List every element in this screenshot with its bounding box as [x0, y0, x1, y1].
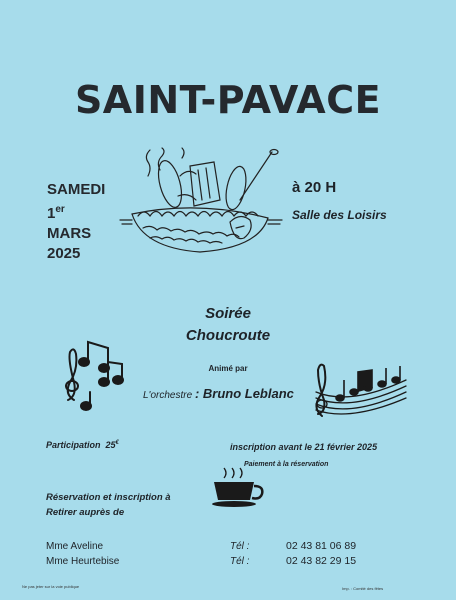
- choucroute-pot-illustration: [118, 148, 288, 263]
- contact-tel-label-2: Tél :: [230, 556, 250, 567]
- contact-phone-1: 02 43 81 06 89: [286, 540, 357, 552]
- event-time: à 20 H: [292, 179, 337, 196]
- date-year: 2025: [47, 245, 81, 262]
- contact-names: [46, 539, 119, 569]
- currency-symbol: €: [115, 440, 119, 446]
- music-staff-icon: [310, 358, 410, 420]
- orchestra-line: [143, 386, 294, 401]
- reservation-info: [46, 490, 171, 520]
- contact-tel-label-1: Tél :: [230, 541, 250, 552]
- payment-note: Paiement à la réservation: [244, 461, 329, 468]
- participation: [46, 440, 119, 450]
- contact-phones: [286, 539, 356, 569]
- contact-phone-2: 02 43 82 29 15: [286, 555, 357, 567]
- event-name-line2: Choucroute: [185, 327, 271, 344]
- event-date: [47, 180, 105, 264]
- coffee-cup-icon: [210, 466, 266, 508]
- date-day: SAMEDI: [47, 181, 106, 198]
- contact-name-1: Mme Aveline: [46, 541, 104, 552]
- event-venue: Salle des Loisirs: [292, 208, 387, 222]
- contact-name-2: Mme Heurtebise: [46, 556, 120, 567]
- footer-right-note: Imp. : Comité des fêtes: [342, 586, 384, 591]
- orchestra-name: : Bruno Leblanc: [194, 386, 294, 401]
- participation-label: Participation: [46, 440, 101, 450]
- date-number: 1er: [47, 204, 65, 222]
- date-month: MARS: [47, 225, 92, 242]
- participation-price: 25: [105, 440, 116, 450]
- music-notes-icon: [60, 340, 128, 410]
- registration-deadline: inscription avant le 21 février 2025: [230, 442, 378, 452]
- reservation-line1: Réservation et inscription à: [46, 492, 171, 503]
- animated-by: Animé par: [208, 364, 248, 373]
- footer-left-note: Ne pas jeter sur la voie publique: [22, 584, 80, 589]
- page-title: SAINT-PAVACE: [74, 78, 382, 122]
- event-name-line1: Soirée: [205, 305, 251, 322]
- orchestra-label: L'orchestre: [143, 390, 193, 401]
- contact-tel-labels: [230, 539, 249, 569]
- reservation-line2: Retirer auprès de: [46, 507, 125, 518]
